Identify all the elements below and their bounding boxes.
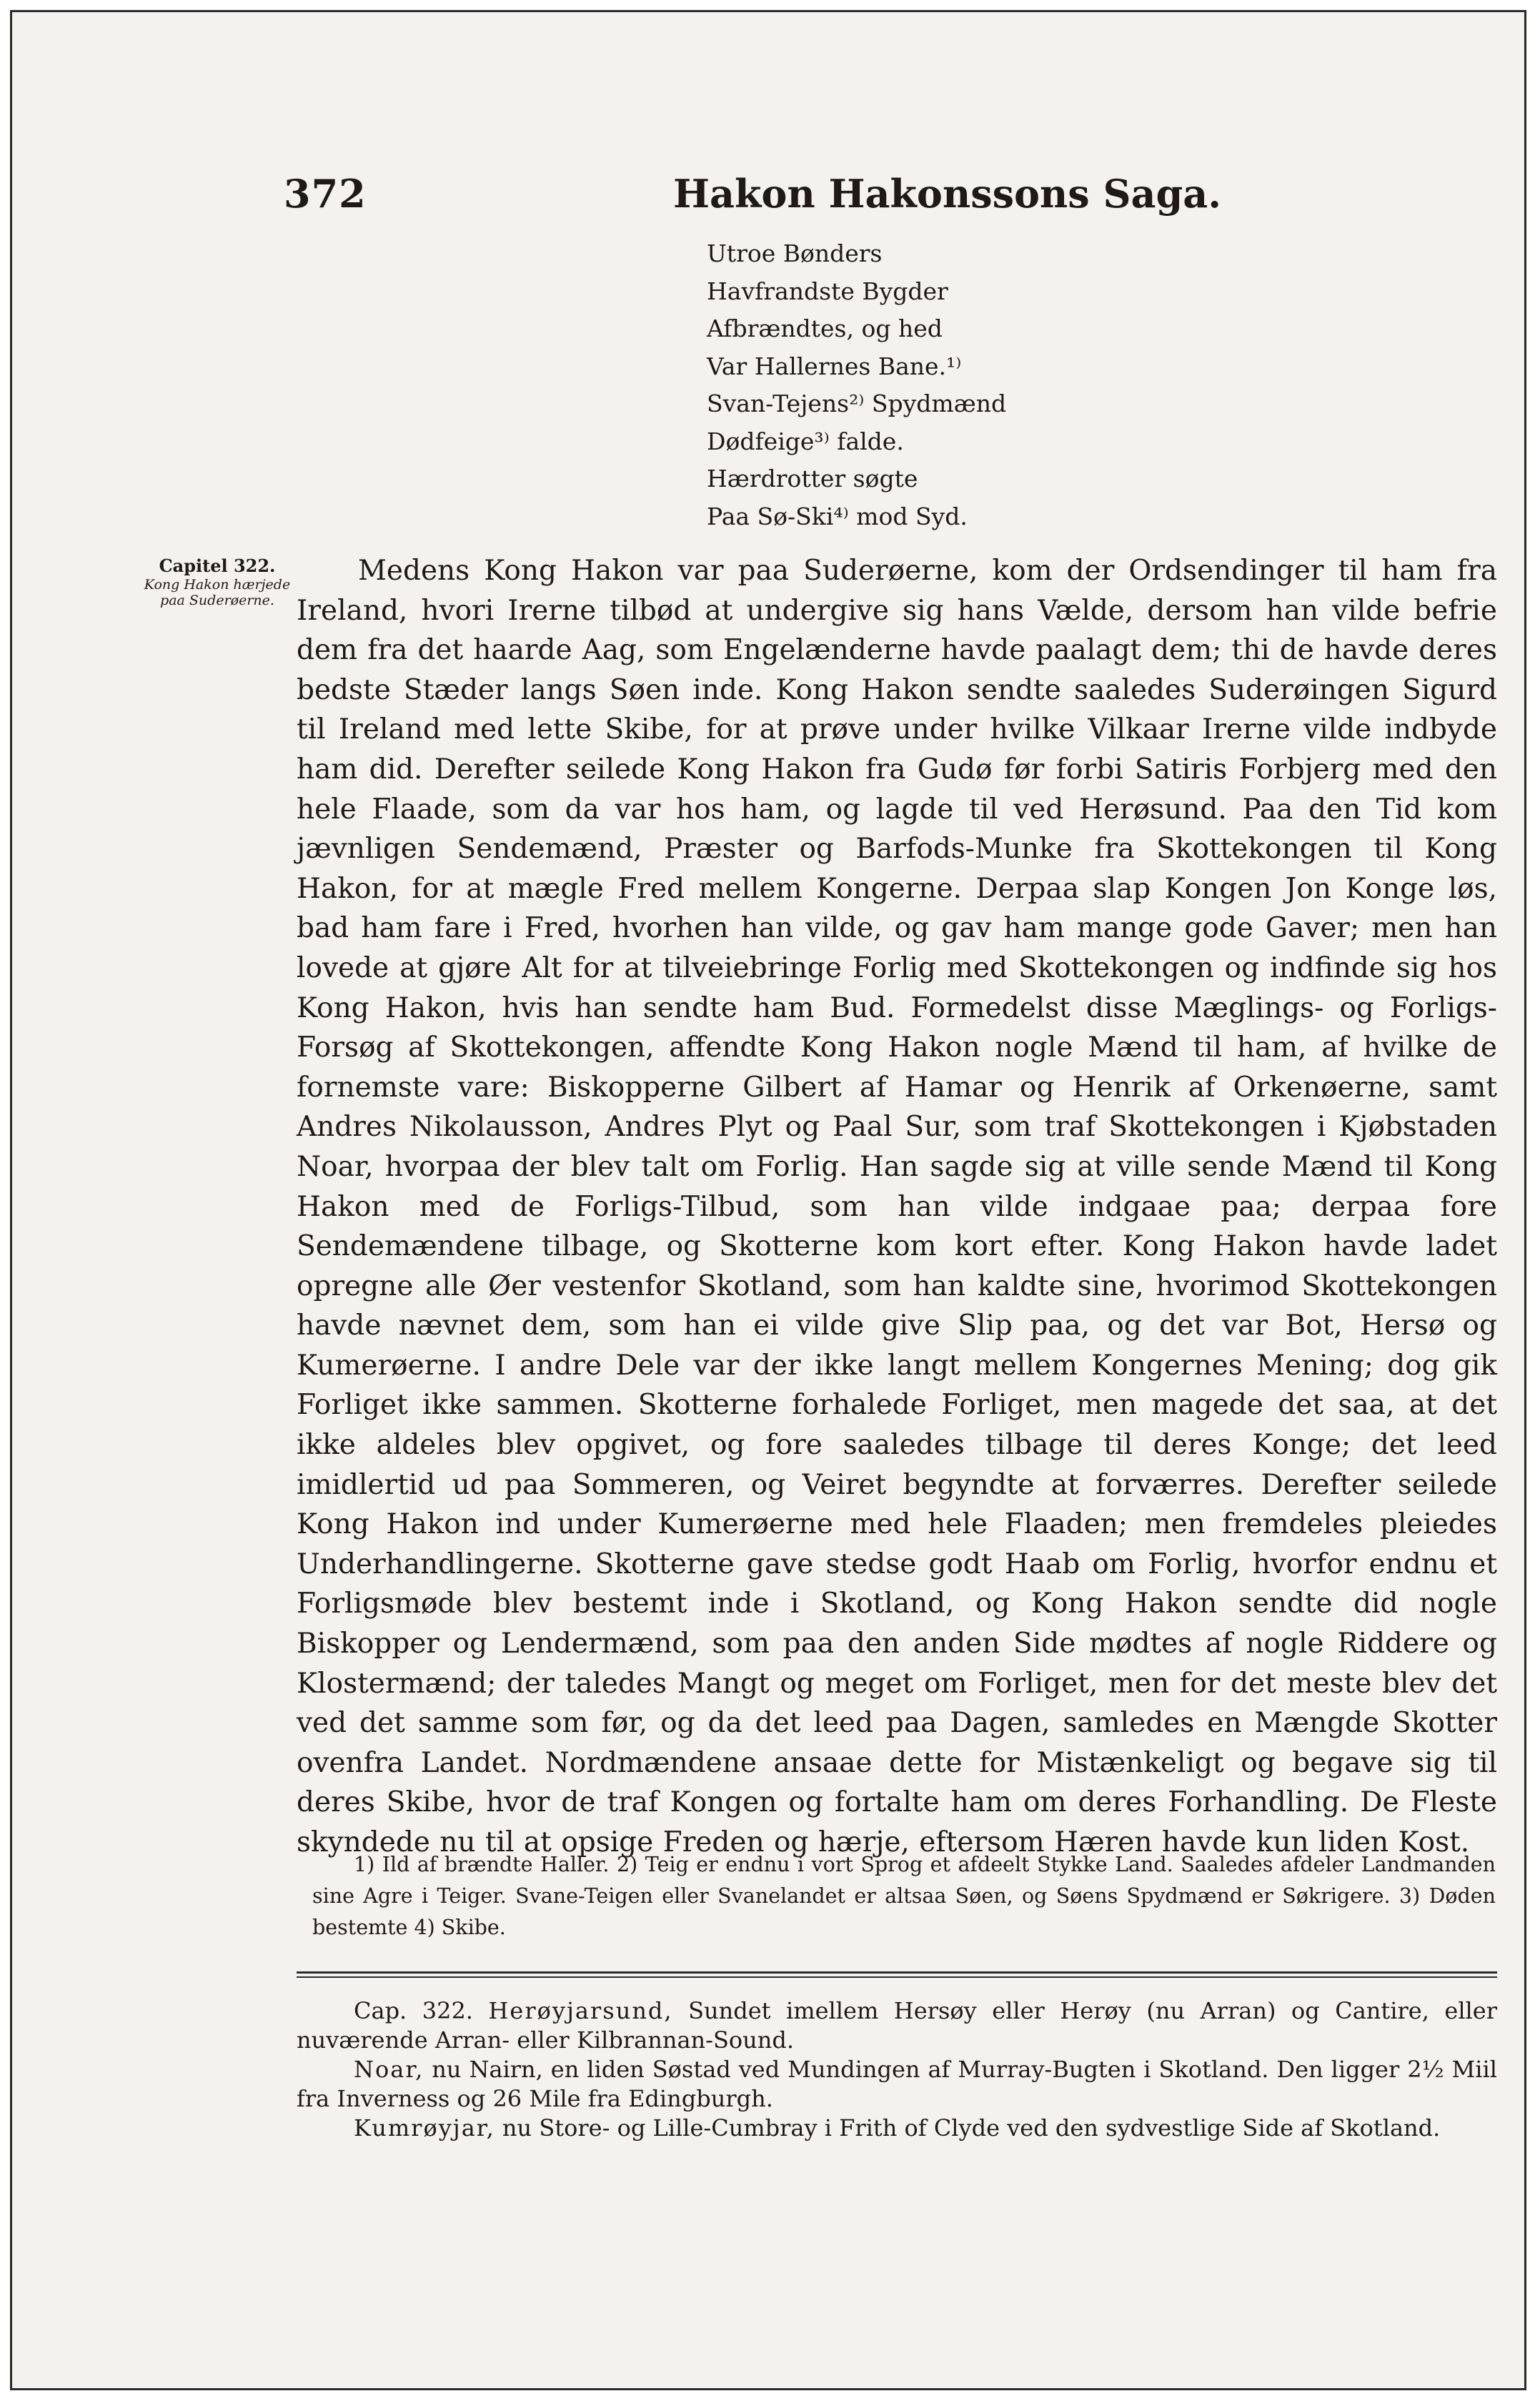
note-item xyxy=(297,2055,1497,2114)
verse-line: Afbrændtes, og hed xyxy=(707,315,943,342)
footnotes: 1) Ild af brændte Haller. 2) Teig er endnu i vort Sprog et afdeelt Stykke Land. Saaledes afdeler Landmanden sine Agre i Teiger. Svane-Teigen eller Svanelandet er altsaa Søen, og Søens Spydmænd er Søkrigere. 3) Døden bestemte 4) Skibe. xyxy=(312,1853,1496,1939)
margin-subject: Kong Hakon hærjede paa Suderøerne. xyxy=(144,577,291,608)
verse-line: Var Hallernes Bane.¹⁾ xyxy=(707,352,962,380)
note-item xyxy=(297,2114,1497,2143)
note-term: Noar, xyxy=(354,2056,424,2083)
chapter-label: Capitel 322. xyxy=(159,555,276,576)
note-chapter-ref: Cap. 322. xyxy=(354,1997,473,2024)
note-term: Kumrøyjar, xyxy=(354,2114,495,2142)
verse-line: Dødfeige³⁾ falde. xyxy=(707,427,904,455)
editorial-notes xyxy=(297,1996,1497,2143)
main-paragraph: Medens Kong Hakon var paa Suderøerne, kom der Ordsendinger til ham fra Ireland, hvori Irerne tilbød at undergive sig hans Vælde, dersom han vilde befrie dem fra det haarde Aag, som Engelænderne havde paalagt dem; thi de havde deres bedste Stæder langs Søen inde. Kong Hakon sendte saaledes Suderøingen Sigurd til Ireland med lette Skibe, for at prøve under hvilke Vilkaar Irerne vilde indbyde ham did. Derefter seilede Kong Hakon fra Gudø før forbi Satiris Forbjerg med den hele Flaade, som da var hos ham, og lagde til ved Herøsund. Paa den Tid kom jævnligen Sendemænd, Præster og Barfods-Munke fra Skottekongen til Kong Hakon, for at mægle Fred mellem Kongerne. Derpaa slap Kongen Jon Konge løs, bad ham fare i Fred, hvorhen han vilde, og gav ham mange gode Gaver; men han lovede at gjøre Alt for at tilveiebringe Forlig med Skottekongen og indfinde sig hos Kong Hakon, hvis han sendte ham Bud. Formedelst disse Mæglings- og Forligs-Forsøg af Skottekongen, affendte Kong Hakon nogle Mænd til ham, af hvilke de fornemste vare: Biskopperne Gilbert af Hamar og Henrik af Orkenøerne, samt Andres Nikolausson, Andres Plyt og Paal Sur, som traf Skottekongen i Kjøbstaden Noar, hvorpaa der blev talt om Forlig. Han sagde sig at ville sende Mænd til Kong Hakon med de Forligs-Tilbud, som han vilde indgaae paa; derpaa fore Sendemændene tilbage, og Skotterne kom kort efter. Kong Hakon havde ladet opregne alle Øer vestenfor Skotland, som han kaldte sine, hvorimod Skottekongen havde nævnet dem, som han ei vilde give Slip paa, og det var Bot, Hersø og Kumerøerne. I andre Dele var der ikke langt mellem Kongernes Mening; dog gik Forliget ikke sammen. Skotterne forhalede Forliget, men magede det saa, at det ikke aldeles blev opgivet, og fore saaledes tilbage til deres Konge; det leed imidlertid ud paa Sommeren, og Veiret begyndte at forværres. Derefter seilede Kong Hakon ind under Kumerøerne med hele Flaaden; men fremdeles pleiedes Underhandlingerne. Skotterne gave stedse godt Haab om Forlig, hvorfor endnu et Forligsmøde blev bestemt inde i Skotland, og Kong Hakon sendte did nogle Biskopper og Lendermænd, som paa den anden Side mødtes af nogle Riddere og Klostermænd; der taledes Mangt og meget om Forliget, men for det meste blev det ved det samme som før, og da det leed paa Dagen, samledes en Mængde Skotter ovenfra Landet. Nordmændene ansaae dette for Mistænkeligt og begave sig til deres Skibe, hvor de traf Kongen og fortalte ham om deres Forhandling. De Fleste skyndede nu til at opsige Freden og hærje, eftersom Hæren havde kun liden Kost. xyxy=(297,555,1497,1858)
verse-line: Hærdrotter søgte xyxy=(707,465,918,492)
note-text: nu Store- og Lille-Cumbray i Frith of Clyde ved den sydvestlige Side af Skotland. xyxy=(502,2114,1441,2142)
note-item xyxy=(297,1996,1497,2055)
verse-line: Havfrandste Bygder xyxy=(707,277,948,305)
double-rule-divider xyxy=(297,1971,1497,1978)
note-term: Herøyjarsund, xyxy=(488,1997,673,2024)
note-text: Sundet imellem Hersøy eller Herøy (nu Arran) og Cantire, eller nuværende Arran- eller Kilbrannan-Sound. xyxy=(297,1997,1498,2054)
verse-stanza xyxy=(707,235,1006,535)
verse-line: Paa Sø-Ski⁴⁾ mod Syd. xyxy=(707,502,968,530)
margin-note xyxy=(139,555,295,608)
page-number: 372 xyxy=(284,171,367,217)
running-title: Hakon Hakonssons Saga. xyxy=(673,171,1222,217)
book-page xyxy=(10,10,1526,2390)
verse-line: Utroe Bønders xyxy=(707,239,883,267)
verse-line: Svan-Tejens²⁾ Spydmænd xyxy=(707,390,1007,417)
note-text: nu Nairn, en liden Søstad ved Mundingen af Murray-Bugten i Skotland. Den ligger 2½ Miil fra Inverness og 26 Mile fra Edingburgh. xyxy=(297,2056,1498,2112)
